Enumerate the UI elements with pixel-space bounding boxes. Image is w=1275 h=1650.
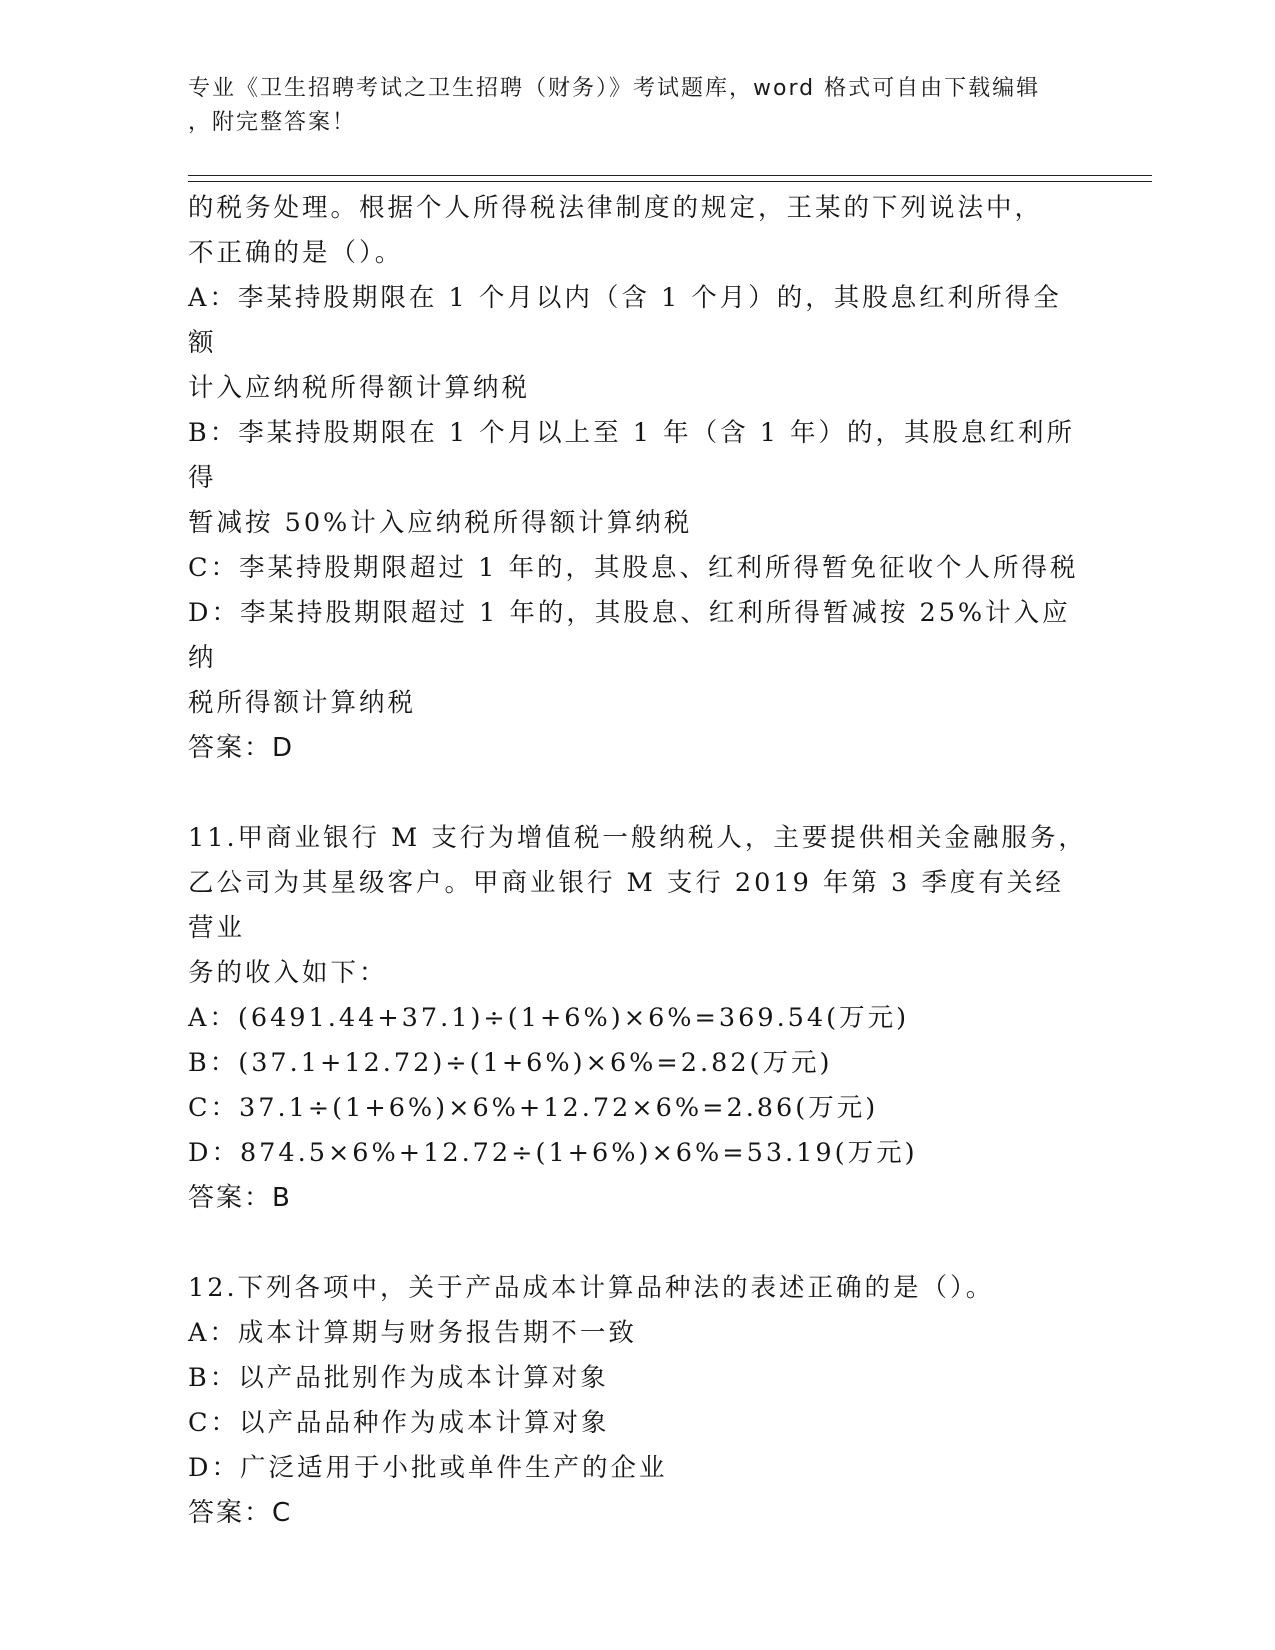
question-stem: 的税务处理。根据个人所得税法律制度的规定，王某的下列说法中， (188, 193, 1044, 223)
document-header (188, 72, 1068, 140)
answer-line: 答案：C (188, 1498, 293, 1528)
question-stem: 务的收入如下： (188, 958, 388, 988)
question-stem: 12.下列各项中，关于产品成本计算品种法的表述正确的是（）。 (188, 1273, 995, 1303)
question-stem: 不正确的是（）。 (188, 238, 404, 268)
question-stem: 11.甲商业银行 M 支行为增值税一般纳税人，主要提供相关金融服务， (188, 823, 1087, 853)
answer-line: 答案：D (188, 733, 295, 763)
header-divider-top (188, 175, 1152, 176)
header-line-2: ，附完整答案！ (188, 110, 357, 135)
header-divider-bottom (188, 181, 1152, 182)
question-12 (188, 1266, 1088, 1536)
option-b-cont: 暂减按 50%计入应纳税所得额计算纳税 (188, 508, 693, 538)
option-b: B：(37.1+12.72)÷(1+6%)×6%=2.82(万元) (188, 1048, 833, 1078)
header-line-1: 专业《卫生招聘考试之卫生招聘（财务）》考试题库，word 格式可自由下载编辑 (188, 76, 1041, 101)
option-d: D：李某持股期限超过 1 年的，其股息、红利所得暂减按 25%计入应纳 (188, 598, 1071, 673)
option-b: B：以产品批别作为成本计算对象 (188, 1363, 609, 1393)
option-a-cont: 计入应纳税所得额计算纳税 (188, 373, 531, 403)
question-content (188, 186, 1088, 1536)
option-b: B：李某持股期限在 1 个月以上至 1 年（含 1 年）的，其股息红利所得 (188, 418, 1076, 493)
spacer (188, 771, 1088, 816)
option-a: A：成本计算期与财务报告期不一致 (188, 1318, 637, 1348)
answer-line: 答案：B (188, 1183, 292, 1213)
option-c: C：李某持股期限超过 1 年的，其股息、红利所得暂免征收个人所得税 (188, 553, 1079, 583)
question-10 (188, 186, 1088, 771)
option-d: D：广泛适用于小批或单件生产的企业 (188, 1453, 668, 1483)
option-a: A：李某持股期限在 1 个月以内（含 1 个月）的，其股息红利所得全额 (188, 283, 1062, 358)
spacer (188, 1221, 1088, 1266)
option-c: C：37.1÷(1+6%)×6%+12.72×6%=2.86(万元) (188, 1093, 879, 1123)
question-11 (188, 816, 1088, 1221)
option-c: C：以产品品种作为成本计算对象 (188, 1408, 610, 1438)
option-a: A：(6491.44+37.1)÷(1+6%)×6%=369.54(万元) (188, 1003, 910, 1033)
question-stem: 乙公司为其星级客户。甲商业银行 M 支行 2019 年第 3 季度有关经营业 (188, 868, 1064, 943)
option-d-cont: 税所得额计算纳税 (188, 688, 417, 718)
option-d: D：874.5×6%+12.72÷(1+6%)×6%=53.19(万元) (188, 1138, 918, 1168)
